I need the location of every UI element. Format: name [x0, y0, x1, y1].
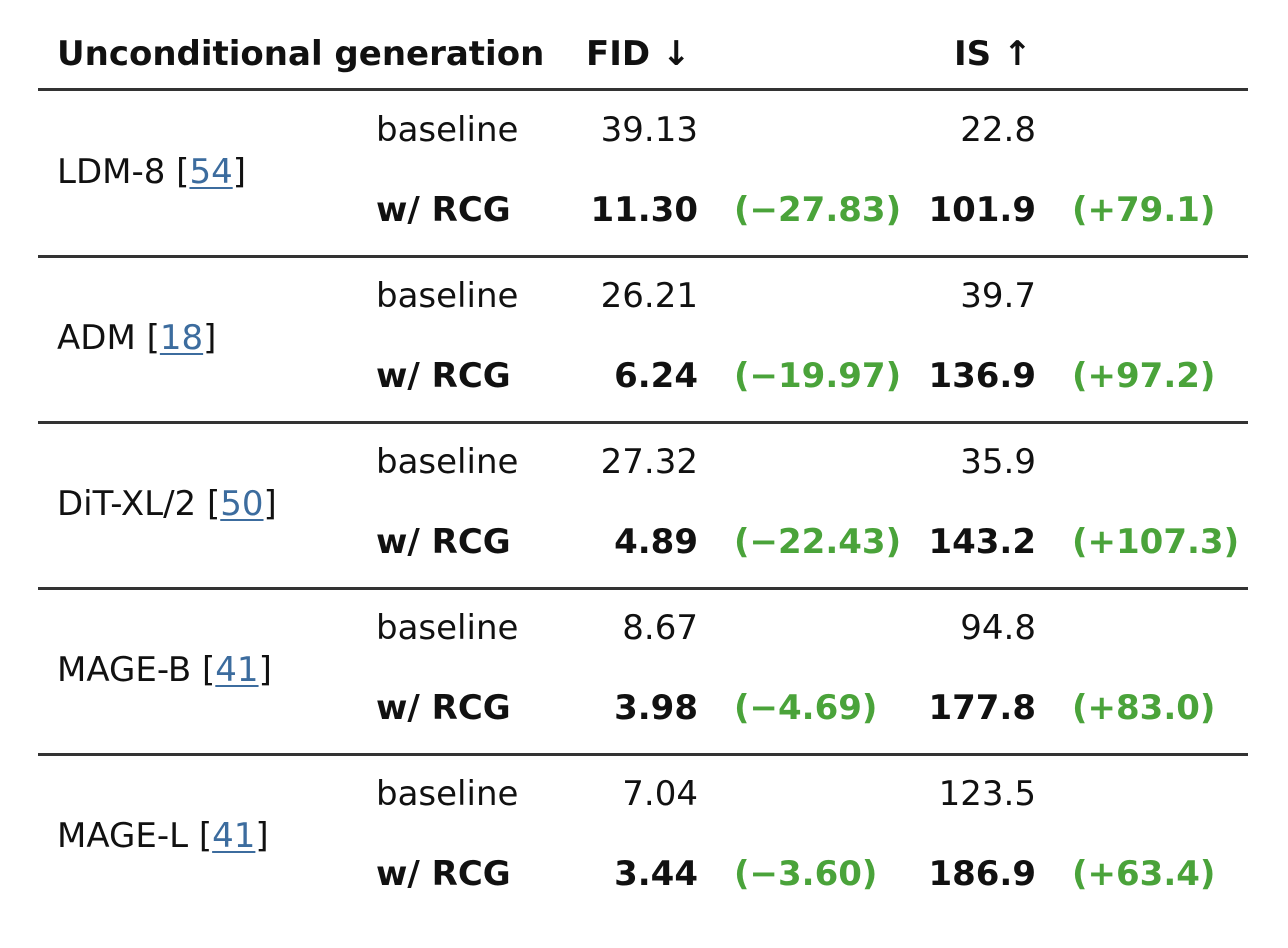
is-delta: (+63.4): [1072, 854, 1216, 894]
citation-link[interactable]: 50: [220, 484, 264, 524]
method-label: w/ RCG: [376, 854, 511, 894]
citation-link[interactable]: 41: [212, 816, 256, 856]
model-name: MAGE-B: [57, 650, 192, 690]
is-delta: (+79.1): [1072, 190, 1216, 230]
model-group: [0, 258, 1288, 424]
model-group: [0, 756, 1288, 922]
model-name: MAGE-L: [57, 816, 189, 856]
fid-delta: (−22.43): [734, 522, 902, 562]
header-fid: FID ↓: [586, 34, 691, 74]
header-is: IS ↑: [954, 34, 1032, 74]
cite-close: ]: [258, 650, 272, 690]
fid-value: 39.13: [600, 110, 698, 150]
baseline-row: [0, 774, 1288, 814]
rcg-row: [0, 854, 1288, 894]
is-value: 22.8: [960, 110, 1036, 150]
model-name: LDM-8: [57, 152, 166, 192]
table-header: [0, 26, 1288, 86]
model-name: DiT-XL/2: [57, 484, 197, 524]
model-group: [0, 92, 1288, 258]
fid-value: 27.32: [600, 442, 698, 482]
cite-close: ]: [255, 816, 269, 856]
model-label: [57, 318, 216, 358]
fid-value: 3.44: [614, 854, 698, 894]
fid-delta: (−3.60): [734, 854, 878, 894]
baseline-row: [0, 442, 1288, 482]
citation-link[interactable]: 54: [189, 152, 233, 192]
is-value: 136.9: [928, 356, 1036, 396]
is-value: 123.5: [938, 774, 1036, 814]
fid-value: 8.67: [622, 608, 698, 648]
fid-delta: (−19.97): [734, 356, 902, 396]
cite-close: ]: [232, 152, 246, 192]
is-value: 101.9: [928, 190, 1036, 230]
model-label: [57, 816, 269, 856]
fid-delta: (−4.69): [734, 688, 878, 728]
model-label: [57, 152, 246, 192]
is-value: 143.2: [928, 522, 1036, 562]
fid-delta: (−27.83): [734, 190, 902, 230]
fid-value: 11.30: [590, 190, 698, 230]
baseline-row: [0, 608, 1288, 648]
cite-open: [: [176, 152, 190, 192]
is-value: 35.9: [960, 442, 1036, 482]
method-label: w/ RCG: [376, 356, 511, 396]
fid-value: 7.04: [622, 774, 698, 814]
cite-close: ]: [203, 318, 217, 358]
header-title: Unconditional generation: [57, 34, 545, 74]
model-label: [57, 484, 277, 524]
is-value: 39.7: [960, 276, 1036, 316]
model-group: [0, 590, 1288, 756]
model-name: ADM: [57, 318, 136, 358]
is-delta: (+97.2): [1072, 356, 1216, 396]
header-rule: [38, 88, 1248, 91]
method-label: w/ RCG: [376, 190, 511, 230]
method-label: baseline: [376, 774, 519, 814]
method-label: baseline: [376, 442, 519, 482]
rcg-row: [0, 356, 1288, 396]
rcg-row: [0, 190, 1288, 230]
rcg-row: [0, 688, 1288, 728]
rcg-row: [0, 522, 1288, 562]
cite-open: [: [202, 650, 216, 690]
is-value: 94.8: [960, 608, 1036, 648]
is-delta: (+107.3): [1072, 522, 1240, 562]
fid-value: 6.24: [614, 356, 698, 396]
citation-link[interactable]: 18: [159, 318, 204, 358]
fid-value: 3.98: [614, 688, 698, 728]
fid-value: 26.21: [600, 276, 698, 316]
is-value: 186.9: [928, 854, 1036, 894]
is-value: 177.8: [928, 688, 1036, 728]
method-label: baseline: [376, 276, 519, 316]
model-group: [0, 424, 1288, 590]
cite-open: [: [146, 318, 160, 358]
fid-value: 4.89: [614, 522, 698, 562]
method-label: baseline: [376, 110, 519, 150]
method-label: w/ RCG: [376, 688, 511, 728]
method-label: w/ RCG: [376, 522, 511, 562]
model-label: [57, 650, 272, 690]
is-delta: (+83.0): [1072, 688, 1216, 728]
cite-open: [: [206, 484, 221, 524]
citation-link[interactable]: 41: [215, 650, 259, 690]
method-label: baseline: [376, 608, 519, 648]
cite-close: ]: [263, 484, 277, 524]
cite-open: [: [198, 816, 213, 856]
baseline-row: [0, 110, 1288, 150]
baseline-row: [0, 276, 1288, 316]
